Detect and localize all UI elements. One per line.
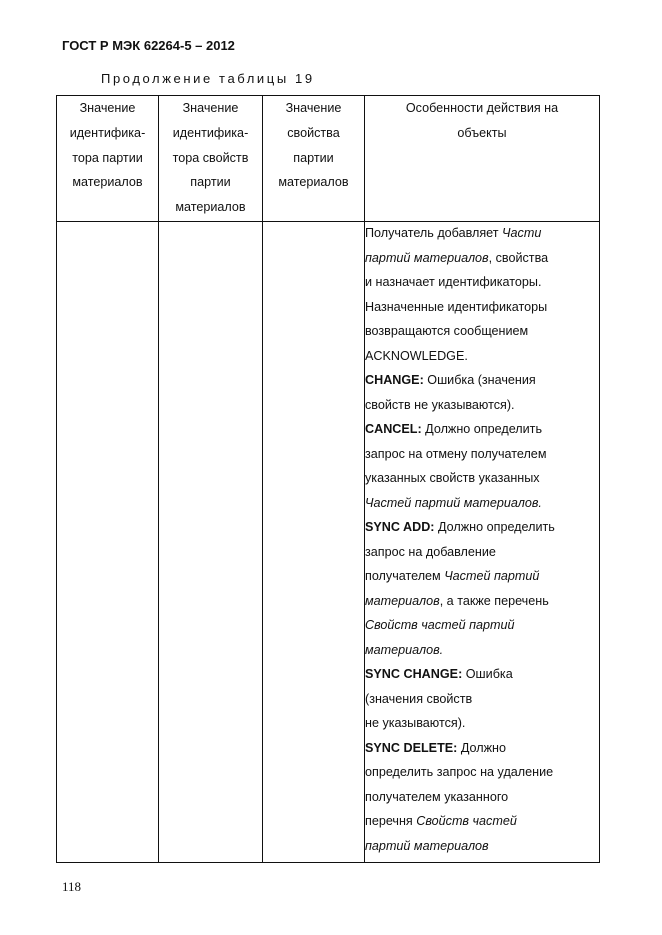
text-run: (значения свойств [365,691,473,706]
object-term: Свойств частей [416,814,517,828]
cell-material-lot-property-value [263,222,365,863]
message-keyword: SYNC CHANGE: [365,667,463,681]
text-run: не указываются). [365,716,466,730]
description-line [365,295,599,320]
header-line: свойства [287,125,340,140]
description-line [365,613,599,638]
cell-action-description [365,222,600,863]
description-line [365,564,599,589]
text-run: Назначенные идентификаторы [365,299,548,314]
description-line [365,466,599,491]
message-keyword: CANCEL: [365,422,422,436]
message-keyword: SYNC ADD: [365,520,435,534]
object-term: материалов [365,593,440,608]
description-line [365,417,599,442]
table-caption: Продолжение таблицы 19 [101,71,315,86]
object-term: Частей партий материалов. [365,495,542,510]
description-line [365,736,599,761]
header-line: материалов [72,175,143,190]
text-run: Ошибка (значения [423,373,536,387]
object-term: материалов. [365,642,444,657]
description-line [365,221,599,246]
description-line [365,711,599,736]
text-run: Должно определить [434,520,555,534]
header-line: материалов [278,175,349,190]
header-line: Особенности действия на [405,101,559,115]
text-run: Должно определить [421,422,543,436]
description-line [365,368,599,393]
header-material-lot-id [57,96,159,222]
text-run: ACKNOWLEDGE. [365,348,468,363]
description-line [365,319,599,344]
header-line: тора партии [72,150,143,165]
description-line [365,589,599,614]
description-line [365,442,599,467]
header-line: идентифика- [69,125,146,140]
description-line [365,638,599,663]
header-line: Значение [182,101,239,115]
description-line [365,540,599,565]
description-line [365,760,599,785]
standard-header: ГОСТ Р МЭК 62264-5 – 2012 [62,38,235,53]
object-term: Части [502,226,542,240]
text-run: перечня [365,814,417,828]
text-run: получателем [365,569,445,583]
table-19-continued [56,95,600,863]
header-line: Значение [285,101,342,115]
text-run: запрос на добавление [365,544,496,559]
header-material-lot-property-value [263,96,365,222]
text-run: получателем указанного [365,789,509,804]
page-number: 118 [62,879,82,894]
header-line: объекты [457,125,507,140]
message-keyword: CHANGE: [365,373,424,387]
header-action-on-objects [365,96,600,222]
description-line [365,785,599,810]
message-keyword: SYNC DELETE: [365,740,458,755]
description-line [365,344,599,369]
text-run: и назначает идентификаторы. [365,275,542,289]
description-line [365,834,599,859]
description-line [365,687,599,712]
header-line: материалов [175,200,246,215]
object-term: Частей партий [444,569,540,583]
header-material-lot-property-id [159,96,263,222]
cell-material-lot-id [57,222,159,863]
text-run: , свойства [488,250,549,265]
description-line [365,270,599,295]
header-line: идентифика- [172,125,249,140]
text-run: определить запрос на удаление [365,765,554,779]
header-line: Значение [79,101,136,115]
header-line: партии [293,150,334,165]
description-line [365,809,599,834]
header-line: партии [190,175,231,190]
text-run: Получатель добавляет [365,226,503,240]
description-line [365,491,599,516]
description-line [365,662,599,687]
object-term: партий материалов [365,250,489,265]
header-line: тора свойств [172,150,249,165]
text-run: свойств не указываются). [365,397,515,412]
object-term: Свойств частей партий [365,618,515,632]
text-run: Должно [457,740,507,755]
table-header-row [57,96,600,222]
text-run: возвращаются сообщением [365,324,529,338]
text-run: запрос на отмену получателем [365,446,547,461]
text-run: Ошибка [462,667,513,681]
table-row [57,222,600,863]
object-term: партий материалов [365,838,489,853]
description-line [365,515,599,540]
description-line [365,246,599,271]
description-line [365,393,599,418]
text-run: указанных свойств указанных [365,471,540,485]
cell-material-lot-property-id [159,222,263,863]
text-run: , а также перечень [439,593,549,608]
